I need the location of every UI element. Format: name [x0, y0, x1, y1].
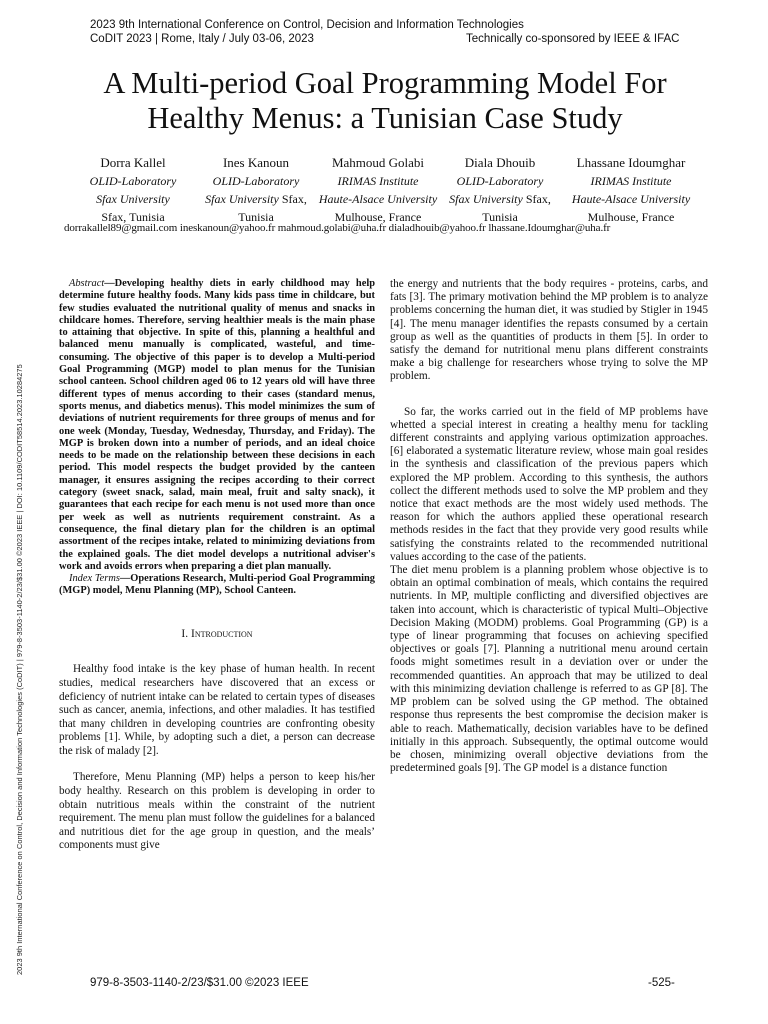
author-location: Sfax, Tunisia [101, 210, 165, 224]
author-name: Dorra Kallel [100, 155, 166, 170]
author-lab: OLID-Laboratory [456, 174, 544, 188]
section-heading: I. Introduction [181, 627, 253, 640]
title-line-1: A Multi-period Goal Programming Model For [103, 66, 667, 100]
author-city: Sfax, [522, 192, 551, 206]
doi-sidebar-text: 2023 9th International Conference on Control, Decision and Information Technologies (CoDIT) | 979-8-3503-1140-2/23/$31.00 ©2023 IEEE | DOI: 10.1109/CODIT58514.2023.10284275 [15, 364, 24, 975]
abstract-text: —Developing healthy diets in early childhood may help determine future healthy foods. Many kids pass time in childcare, but few studies evaluated the nutritional quality of menus and snacks in childcare homes. Therefore, serving healthier meals is the main phase to attaining that objective. In spite of this, planning a healthful and balanced menu manually is complicated, wasteful, and time-consuming. The objective of this paper is to develop a Multi-period Goal Programming (MGP) model to plan menus for the Tunisian school canteen. School children aged 06 to 12 years old will have three different types of menus according to their cases (standard menus, sports menus, and diabetics menus). This model minimizes the sum of deviations of nutrient requirements for three groups of menus and for one week (Monday, Tuesday, Wednesday, Thursday, and Friday). The MGP is broken down into a number of periods, and an ideal choice needs to be made on the relationship between these decisions in each period. This model respects the budget provided by the canteen manager, it ensures assigning the recipes according to their correct category (sweet snack, salad, main meal, fruit and salty snack), it guarantees that each recipe for each menu is not used more than once per week as well as nutrients requirement constraint. As a consequence, the final dietary plan for the children is an optimal assortment of the recipes intake, related to minimizing deviations from the explained goals. The diet model develops a nutritional adviser's work and avoids errors when preparing a diet plan manually. [59, 278, 375, 572]
author-lab: IRIMAS Institute [337, 174, 419, 188]
doi-sidebar [10, 175, 30, 975]
left-column [59, 278, 375, 866]
author-university: Haute-Alsace University [318, 192, 438, 206]
author-emails: dorrakallel89@gmail.com ineskanoun@yahoo.fr mahmoud.golabi@uha.fr dialadhouib@yahoo.fr lhassane.Idoumghar@uha.fr [64, 222, 611, 234]
author-lab: OLID-Laboratory [212, 174, 300, 188]
paragraph: the energy and nutrients that the body requires - proteins, carbs, and fats [3]. The primary motivation behind the MP problem is to analyze problems concerning the human diet, it was studied by Stigler in 1945 [4]. The menu manager identifies the repasts consumed by a certain group as well as the quantities of products in them [5]. In order to satisfy the demand for nutritional menu plans different constraints make a big challenge for researchers whose trying to solve the MP problem. [390, 278, 708, 383]
sponsor-note: Technically co-sponsored by IEEE & IFAC [466, 33, 680, 45]
title-line-2: Healthy Menus: a Tunisian Case Study [147, 101, 623, 135]
page-number: -525- [648, 977, 675, 989]
footer-isbn: 979-8-3503-1140-2/23/$31.00 ©2023 IEEE [90, 977, 309, 989]
author-city: Sfax, [278, 192, 307, 206]
author-university: Sfax University [205, 192, 279, 206]
abstract [59, 278, 375, 598]
author-lab: IRIMAS Institute [590, 174, 672, 188]
paragraph: So far, the works carried out in the field of MP problems have whetted a special interest in creating a healthy menu for tackling different constraints and applying various optimization approaches. [6] elaborated a systematic literature review, whose main goal resides in the synthesis and classification of the previous papers which explored the MP problem. According to this synthesis, the authors collect the different methods used to solve the MP problem and they notice that exact methods are the most widely used methods. The reason for which the authors applied these operational research methods resides in the fact that they provide very good results while satisfying the constraints related to the recommended nutritional values according to the case of the patients. [390, 405, 708, 563]
index-terms-lead: Index Terms [69, 573, 120, 585]
author-block [425, 154, 575, 226]
author-university: Sfax University [96, 192, 170, 206]
paragraph: The diet menu problem is a planning problem whose objective is to obtain an optimal combination of meals, which contains the required nutrients. In MP, multiple conflicting and diversified objectives are taken into account, which is characteristic of typical Multi–Objective Decision Making (MODM) problems. Goal Programming (GP) is a type of linear programming that focuses on achieving specified objectives or goals [7]. Planning a nutritional menu around certain foods might sometimes result in a deviation over or under the recommended quantities. An approach that may be utilized to deal with this minimizing deviation challenge is referred to as GP [8]. The MP problem can be solved using the GP method. The obtained response thus represents the best compromise the decision maker is able to reach. Mathematically, decision variables have to be defined initially in this approach. Subsequently, the optimal outcome would be chosen, minimizing overall objective deviations from the predetermined goals [9]. The GP model is a distance function [390, 564, 708, 775]
author-university: Haute-Alsace University [571, 192, 691, 206]
paper-title [40, 66, 730, 136]
author-location: Tunisia [482, 210, 518, 224]
author-location: Mulhouse, France [587, 210, 675, 224]
conference-venue: CoDIT 2023 | Rome, Italy / July 03-06, 2023 [90, 33, 314, 45]
author-location: Mulhouse, France [334, 210, 422, 224]
author-university: Sfax University [449, 192, 523, 206]
author-name: Mahmoud Golabi [331, 155, 425, 170]
paragraph: Healthy food intake is the key phase of human health. In recent studies, medical researchers have discovered that an excess or deficiency of nutrient intake can be related to certain types of diseases such as cancer, anemia, infections, and other maladies. It has testified that many children in developing countries are confronting obesity problems [1]. While, by adopting such a diet, a person can decrease the risk of malady [2]. [59, 663, 375, 757]
author-location: Tunisia [238, 210, 274, 224]
abstract-lead: Abstract [69, 278, 105, 289]
author-name: Ines Kanoun [222, 155, 290, 170]
author-name: Lhassane Idoumghar [576, 155, 686, 170]
right-column [390, 278, 708, 788]
index-terms-text: —Operations Research, Multi-period Goal Programming (MGP) model, Menu Planning (MP), School Canteen. [59, 573, 375, 597]
paragraph: Therefore, Menu Planning (MP) helps a person to keep his/her body healthy. Research on this problem is developing in order to obtain nutritious meals within the constraint of the nutrient requirement. The menu plan must follow the guidelines for a balanced and nutritious diet for the age group in question, and the meals’ components must give [59, 771, 375, 852]
author-name: Diala Dhouib [464, 155, 536, 170]
author-block [556, 154, 706, 226]
author-lab: OLID-Laboratory [89, 174, 177, 188]
conference-name: 2023 9th International Conference on Control, Decision and Information Technologies [90, 19, 524, 31]
